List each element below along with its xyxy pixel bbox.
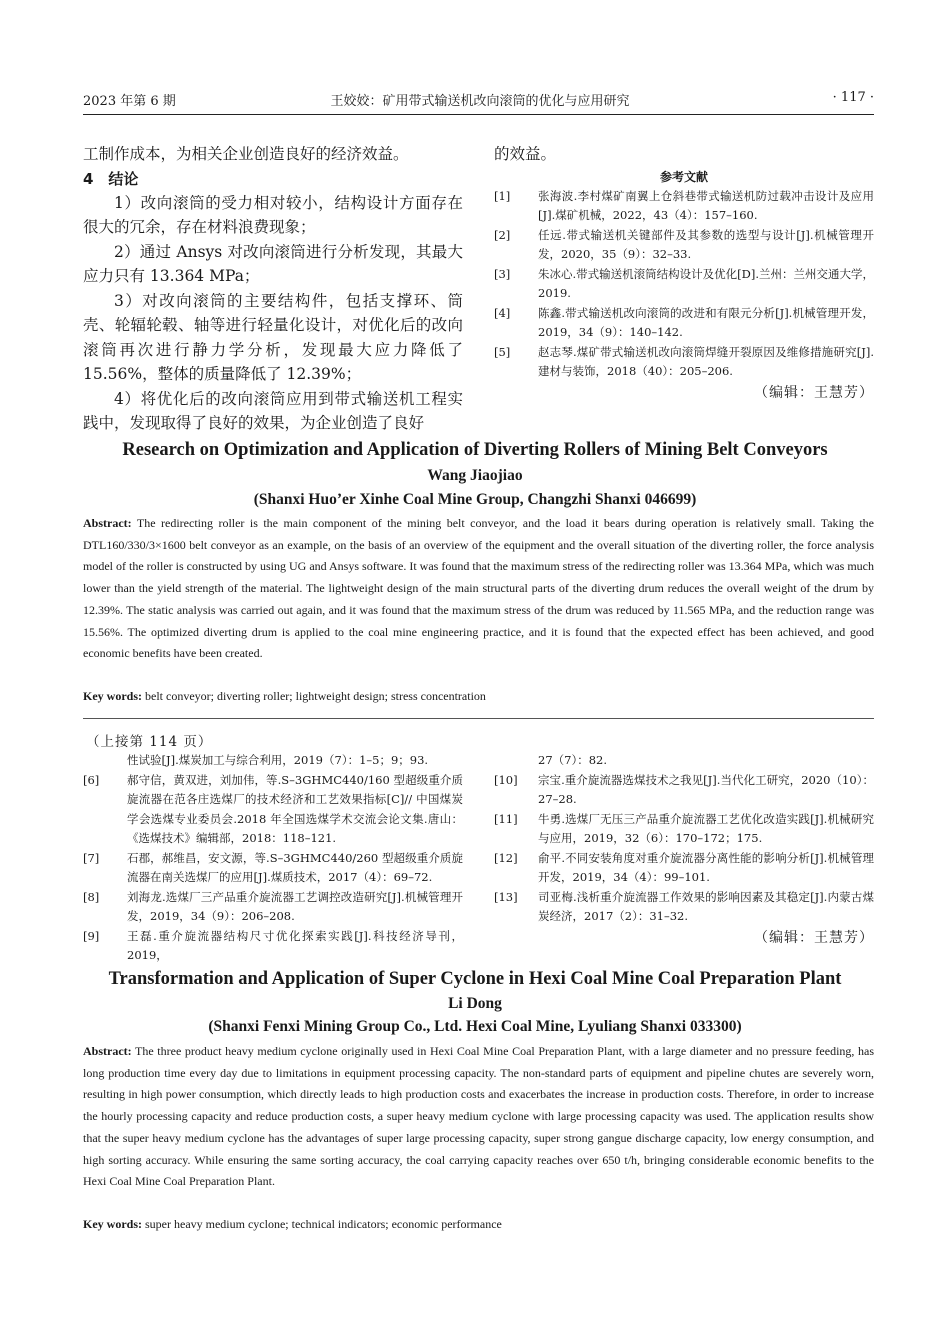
reference-number: [4] xyxy=(494,305,511,320)
reference-number: [6] xyxy=(83,772,100,787)
conclusion-item: 4）将优化后的改向滚筒应用到带式输送机工程实践中，发现取得了良好的效果，为企业创造了良好 xyxy=(83,389,463,432)
english-title: Research on Optimization and Application of Diverting Rollers of Mining Belt Conveyors xyxy=(122,440,828,460)
reference-item xyxy=(494,810,874,849)
conclusion-item: 2）通过 Ansys 对改向滚筒进行分析发现，其最大应力只有 13.364 MPa； xyxy=(83,242,463,285)
reference-item xyxy=(83,849,463,888)
reference-text: 司亚梅.浅析重介旋流器工作效果的影响因素及其稳定[J].内蒙古煤炭经济，2017（2）：31–32. xyxy=(538,889,874,923)
reference-text: 宗宝.重介旋流器选煤技术之我见[J].当代化工研究，2020（10）：27–28. xyxy=(538,772,874,806)
reference-number: [1] xyxy=(494,188,511,203)
right-column xyxy=(494,142,874,404)
reference-number: [3] xyxy=(494,266,511,281)
reference-item xyxy=(83,888,463,927)
reference-item xyxy=(494,304,874,343)
page-number: · 117 · xyxy=(832,90,874,105)
english-affiliation: (Shanxi Fenxi Mining Group Co., Ltd. Hexi Coal Mine, Lyuliang Shanxi 033300) xyxy=(208,1018,742,1035)
reference-item xyxy=(83,751,463,771)
abstract-text: The redirecting roller is the main component of the mining belt conveyor, and the load it bears during operation is relatively small. Taking the DTL160/330/3×1600 belt conveyor as an example, on the basis of an overview of the equipment and the overall situation of the diverting roller, the force analysis model of the roller is constructed by using UG and Ansys software. It was found that the maximum stress of the redirecting roller was 13.364 MPa, which was much lower than the yield strength of the material. The lightweight design of the main structural parts of the diverting drum reduces the overall weight of the drum by 12.39%. The static analysis was carried out again, and it was found that the maximum stress of the drum was reduced by 11.565 MPa, and the reduction range was 15.56%. The optimized diverting drum is applied to the coal mine engineering practice, and it is found that the expected effect has been achieved, and good economic benefits have been created. xyxy=(83,516,874,661)
reference-item xyxy=(494,849,874,888)
section-divider xyxy=(83,718,874,719)
reference-number: [11] xyxy=(494,811,518,826)
reference-item xyxy=(494,888,874,927)
reference-text: 陈鑫.带式输送机改向滚筒的改进和有限元分析[J].机械管理开发，2019，34（9）：140–142. xyxy=(538,305,874,339)
reference-number: [5] xyxy=(494,344,511,359)
reference-number: [9] xyxy=(83,928,100,943)
continued-right-refs xyxy=(494,751,874,949)
reference-text: 朱冰心.带式输送机滚筒结构设计及优化[D].兰州：兰州交通大学，2019. xyxy=(538,266,875,300)
reference-text: 郝守信，黄双进，刘加伟，等.S–3GHMC440/160 型超级重介质旋流器在范各庄选煤厂的技术经济和工艺效果指标[C]// 中国煤炭学会选煤专业委员会.2018 年全国选煤学术交流会论文集.唐山：《选煤技术》编辑部，2018：118–121. xyxy=(127,772,463,845)
journal-issue: 2023 年第 6 期 xyxy=(83,94,176,109)
english-keywords xyxy=(83,689,874,704)
references-title: 参考文献 xyxy=(659,169,708,184)
reference-text: 刘海龙.选煤厂三产品重介旋流器工艺调控改造研究[J].机械管理开发，2019，34（9）：206–208. xyxy=(127,889,463,923)
english-abstract xyxy=(83,513,874,665)
english-title: Transformation and Application of Super Cyclone in Hexi Coal Mine Coal Preparation Plant xyxy=(108,969,842,989)
section-heading: 4 结论 xyxy=(83,169,139,188)
conclusion-item: 1）改向滚筒的受力相对较小，结构设计方面存在很大的冗余，存在材料浪费现象； xyxy=(83,193,463,236)
paragraph: 工制作成本，为相关企业创造良好的经济效益。 xyxy=(83,145,409,163)
reference-item xyxy=(494,265,874,304)
reference-item xyxy=(83,927,463,966)
keywords-label: Key words: xyxy=(83,689,142,703)
reference-item xyxy=(494,751,874,771)
reference-text: 性试验[J].煤炭加工与综合利用，2019（7）：1–5；9；93. xyxy=(127,753,429,767)
reference-number: [12] xyxy=(494,850,518,865)
reference-text: 张海波.李村煤矿南翼上仓斜巷带式输送机防过载冲击设计及应用[J].煤矿机械，2022，43（4）：157–160. xyxy=(538,188,874,222)
abstract-text: The three product heavy medium cyclone originally used in Hexi Coal Mine Coal Preparation Plant, with a large diameter and no pressure feeding, has long production time every day due to limitations in equipment processing capacity. The non-standard parts of equipment and pipeline chutes are severely worn, resulting in high power consumption, which directly leads to high production costs and exacerbates the increase in production costs. Therefore, in order to increase the hourly processing capacity and reduce production costs, a super heavy medium cyclone with large processing capacity was used. The application results show that the super heavy medium cyclone has the advantages of super large processing capacity, super strong gangue discharge capacity, low energy consumption, and high sorting accuracy. While ensuring the same sorting accuracy, the coal carrying capacity reaches over 650 t/h, bringing considerable economic benefits to the Hexi Coal Mine Coal Preparation Plant. xyxy=(83,1044,874,1189)
english-author: Li Dong xyxy=(448,995,502,1012)
paragraph: 的效益。 xyxy=(494,145,557,163)
editor-note: （编辑：王慧芳） xyxy=(754,929,874,946)
left-column xyxy=(83,142,463,436)
abstract-label: Abstract: xyxy=(83,516,132,530)
english-affiliation: (Shanxi Huo’er Xinhe Coal Mine Group, Changzhi Shanxi 046699) xyxy=(253,491,697,508)
reference-text: 27（7）：82. xyxy=(538,753,607,767)
reference-text: 王磊.重介旋流器结构尺寸优化探索实践[J].科技经济导刊，2019， xyxy=(127,928,463,962)
reference-item xyxy=(494,343,874,382)
editor-note: （编辑：王慧芳） xyxy=(754,384,874,401)
abstract-label: Abstract: xyxy=(83,1044,132,1058)
keywords-label: Key words: xyxy=(83,1217,142,1231)
reference-item xyxy=(494,771,874,810)
reference-number: [13] xyxy=(494,889,518,904)
continued-left-refs xyxy=(83,751,463,966)
reference-number: [10] xyxy=(494,772,518,787)
reference-text: 牛勇.选煤厂无压三产品重介旋流器工艺优化改造实践[J].机械研究与应用，2019，32（6）：170–172；175. xyxy=(538,811,874,845)
reference-number: [7] xyxy=(83,850,100,865)
reference-text: 俞平.不同安装角度对重介旋流器分离性能的影响分析[J].机械管理开发，2019，34（4）：99–101. xyxy=(538,850,874,884)
conclusion-item: 3）对改向滚筒的主要结构件，包括支撑环、筒壳、轮辐轮毂、轴等进行轻量化设计，对优化后的改向滚筒再次进行静力学分析，发现最大应力降低了 15.56%，整体的质量降低了 12.39%； xyxy=(83,291,463,383)
continued-label: （上接第 114 页） xyxy=(86,734,213,750)
running-title: 王姣姣：矿用带式输送机改向滚筒的优化与应用研究 xyxy=(330,94,630,109)
english-abstract xyxy=(83,1041,874,1193)
reference-text: 任远.带式输送机关键部件及其参数的选型与设计[J].机械管理开发，2020，35（9）：32–33. xyxy=(538,227,874,261)
english-keywords xyxy=(83,1217,874,1232)
keywords-text: super heavy medium cyclone; technical indicators; economic performance xyxy=(145,1217,502,1231)
header-rule xyxy=(83,114,874,115)
reference-text: 石郡，郝维昌，安文源，等.S–3GHMC440/260 型超级重介质旋流器在南关选煤厂的应用[J].煤质技术，2017（4）：69–72. xyxy=(127,850,463,884)
reference-item xyxy=(83,771,463,849)
reference-number: [8] xyxy=(83,889,100,904)
reference-item xyxy=(494,226,874,265)
reference-item xyxy=(494,187,874,226)
english-author: Wang Jiaojiao xyxy=(427,467,523,484)
reference-number: [2] xyxy=(494,227,511,242)
keywords-text: belt conveyor; diverting roller; lightweight design; stress concentration xyxy=(145,689,486,703)
reference-text: 赵志琴.煤矿带式输送机改向滚筒焊缝开裂原因及维修措施研究[J].建材与装饰，2018（40）：205–206. xyxy=(538,344,874,378)
